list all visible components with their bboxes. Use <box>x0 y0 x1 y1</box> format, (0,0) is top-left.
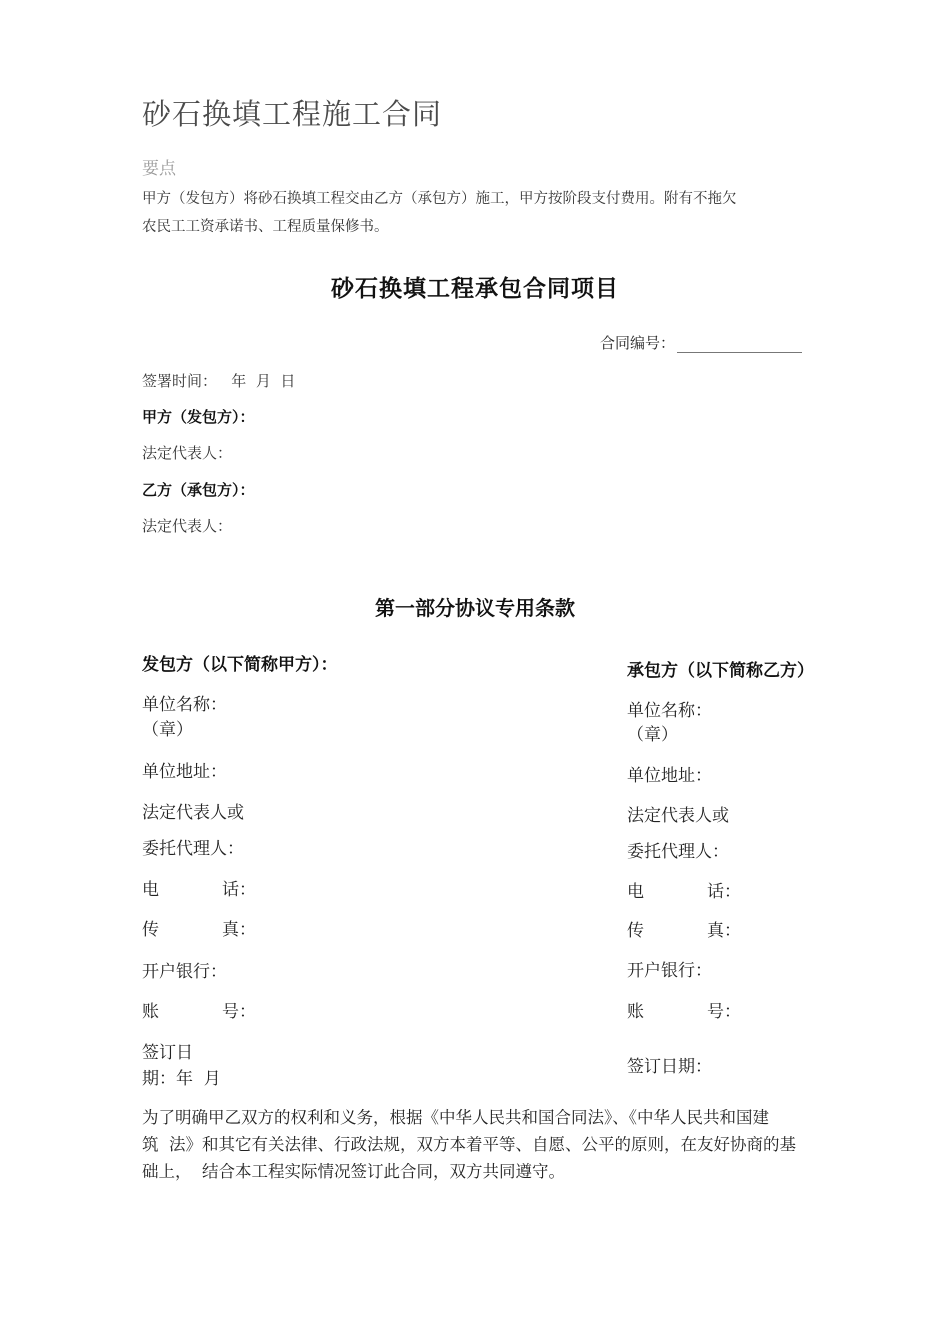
party-a-fax-b: 真： <box>222 920 256 940</box>
party-a-phone-b: 话： <box>222 880 256 900</box>
party-a-rep-line1: 法定代表人或 <box>142 803 244 823</box>
party-a-label: 甲方（发包方）： <box>142 408 255 426</box>
party-a-phone-a: 电 <box>142 880 159 900</box>
party-b-phone-a: 电 <box>627 882 644 902</box>
party-b-fax-a: 传 <box>627 921 644 941</box>
party-b-bank: 开户银行： <box>627 961 712 981</box>
party-b-seal: （章） <box>627 725 678 745</box>
party-b-label: 乙方（承包方）： <box>142 481 255 499</box>
document-title: 砂石换填工程施工合同 <box>142 97 443 131</box>
party-a-bank: 开户银行： <box>142 962 227 982</box>
party-b-representative: 法定代表人： <box>142 517 233 535</box>
party-a-fax-a: 传 <box>142 920 159 940</box>
party-b-rep-line2: 委托代理人： <box>627 842 729 862</box>
preamble-line-2: 筑 法》和其它有关法律、行政法规，双方本着平等、自愿、公平的原则，在友好协商的基 <box>142 1135 796 1154</box>
party-a-unit-name: 单位名称： <box>142 695 227 715</box>
party-b-phone <box>627 877 741 902</box>
party-a-seal: （章） <box>142 720 193 740</box>
party-a-fax <box>142 915 256 940</box>
contract-number-blank <box>677 337 802 353</box>
section-title: 第一部分协议专用条款 <box>375 596 575 620</box>
party-a-rep-line2: 委托代理人： <box>142 839 244 859</box>
party-b-phone-b: 话： <box>707 882 741 902</box>
party-a-date-line1: 签订日 <box>142 1043 193 1063</box>
party-a-account <box>142 997 256 1022</box>
party-b-rep-line1: 法定代表人或 <box>627 806 729 826</box>
party-a-account-a: 账 <box>142 1002 159 1022</box>
sign-date-line: 签署时间： 年 月 日 <box>142 372 296 390</box>
preamble-line-3: 础上， 结合本工程实际情况签订此合同，双方共同遵守。 <box>142 1162 565 1181</box>
contract-number-label: 合同编号： <box>600 334 676 352</box>
party-a-representative: 法定代表人： <box>142 444 233 462</box>
party-b-fax <box>627 916 741 941</box>
party-a-heading: 发包方（以下简称甲方）： <box>142 655 338 675</box>
contract-number <box>600 332 802 353</box>
party-b-account <box>627 997 741 1022</box>
party-b-heading: 承包方（以下简称乙方） <box>627 661 814 681</box>
preamble-line-1: 为了明确甲乙双方的权利和义务，根据《中华人民共和国合同法》、《中华人民共和国建 <box>142 1108 769 1127</box>
party-a-account-b: 号： <box>222 1002 256 1022</box>
summary-heading: 要点 <box>142 159 176 179</box>
party-b-account-b: 号： <box>707 1002 741 1022</box>
party-a-address: 单位地址： <box>142 762 227 782</box>
party-b-address: 单位地址： <box>627 766 712 786</box>
summary-line-1: 甲方（发包方）将砂石换填工程交由乙方（承包方）施工，甲方按阶段支付费用。附有不拖欠 <box>142 191 737 207</box>
party-a-date-line2: 期：年 月 <box>142 1069 221 1089</box>
party-b-fax-b: 真： <box>707 921 741 941</box>
party-b-account-a: 账 <box>627 1002 644 1022</box>
contract-title: 砂石换填工程承包合同项目 <box>331 275 619 302</box>
party-b-unit-name: 单位名称： <box>627 701 712 721</box>
party-a-phone <box>142 875 256 900</box>
party-b-date: 签订日期： <box>627 1057 712 1077</box>
summary-line-2: 农民工工资承诺书、工程质量保修书。 <box>142 219 389 235</box>
